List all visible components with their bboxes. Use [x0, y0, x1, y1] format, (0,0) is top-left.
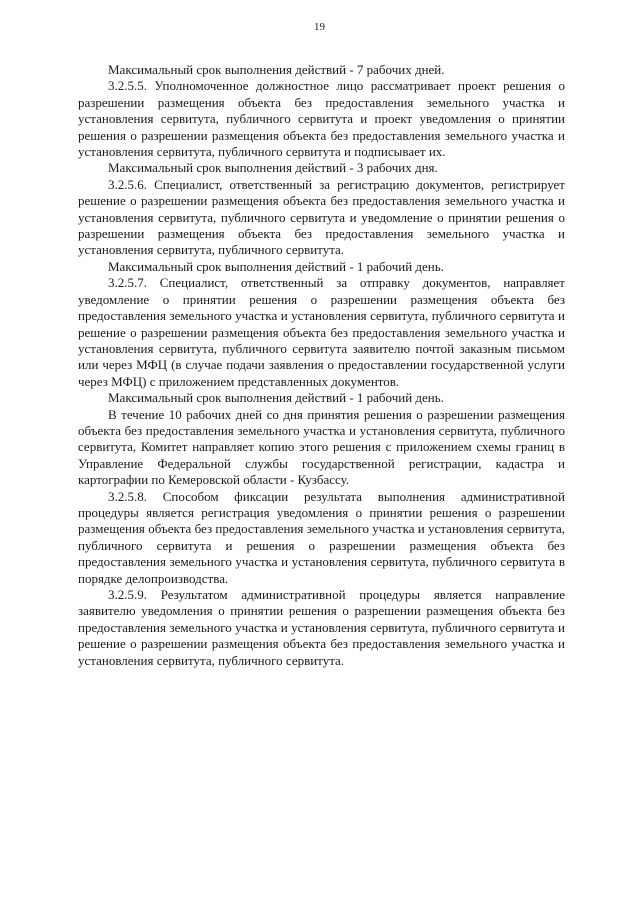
paragraph-max-time-1-day-2: Максимальный срок выполнения действий - 1 рабочий день. [108, 390, 444, 406]
paragraph-3-2-5-6: 3.2.5.6. Специалист, ответственный за регистрацию документов, регистрирует решение о разрешении размещения объекта без предоставления земельного участка и установления сервитута, публичного сервитута и уведомление о принятии решения о разрешении размещения объекта без предоставления земельного участка и установления сервитута, публичного сервитута. [78, 176, 565, 258]
paragraph-max-time-7-days: Максимальный срок выполнения действий - 7 рабочих дней. [108, 62, 445, 77]
paragraph-3-2-5-9: 3.2.5.9. Результатом административной процедуры является направление заявителю уведомления о принятии решения о разрешении размещения объекта без предоставления земельного участка и установления сервитута, публичного сервитута и решение о разрешении размещения объекта без предоставления земельного участка и установления сервитута, публичного сервитута. [78, 587, 565, 668]
paragraph-10-days-copy: В течение 10 рабочих дней со дня принятия решения о разрешении размещения объекта без предоставления земельного участка и установления сервитута, публичного сервитута, Комитет направляет копию этого решения с приложением схемы границ в Управление Федеральной службы государственной регистрации, кадастра и картографии по Кемеровской области - Кузбассу. [78, 406, 565, 488]
paragraph-max-time-3-days: Максимальный срок выполнения действий - 3 рабочих дня. [108, 160, 438, 176]
document-body [78, 62, 565, 669]
paragraph-max-time-1-day: Максимальный срок выполнения действий - 1 рабочий день. [108, 258, 444, 274]
paragraph-3-2-5-7: 3.2.5.7. Специалист, ответственный за отправку документов, направляет уведомление о принятии решения о разрешении размещения объекта без предоставления земельного участка и установления сервитута, публичного сервитута и решение о разрешении размещения объекта без предоставления земельного участка и установления сервитута, публичного сервитута заявителю почтой заказным письмом или через МФЦ (в случае подачи заявления о предоставлении государственной услуги через МФЦ) с приложением представленных документов. [78, 275, 565, 389]
page-number: 19 [314, 21, 325, 33]
paragraph-3-2-5-5: 3.2.5.5. Уполномоченное должностное лицо рассматривает проект решения о разрешении размещения объекта без предоставления земельного участка и установления сервитута, публичного сервитута и проект уведомления о принятии решения о разрешении размещения объекта без предоставления земельного участка и установления сервитута, публичного сервитута и подписывает их. [78, 78, 565, 160]
paragraph-3-2-5-8: 3.2.5.8. Способом фиксации результата выполнения административной процедуры является регистрация уведомления о принятии решения о разрешении размещения объекта без предоставления земельного участка и установления сервитута, публичного сервитута и решения о разрешении размещения объекта без предоставления земельного участка и установления сервитута, публичного сервитута в порядке делопроизводства. [78, 488, 565, 586]
